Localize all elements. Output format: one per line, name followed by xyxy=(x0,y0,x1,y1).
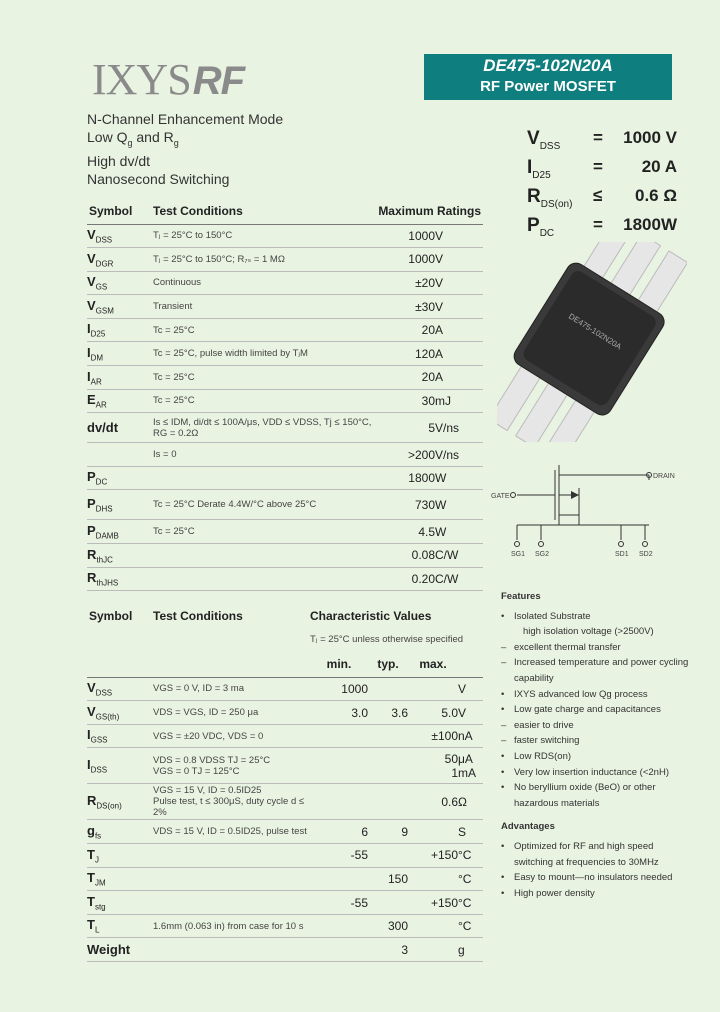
table-row xyxy=(87,224,483,248)
min-cell xyxy=(310,784,368,820)
part-number: DE475-102N20A xyxy=(483,56,613,75)
condition-cell xyxy=(153,938,310,962)
bullet-icon: • xyxy=(501,704,505,716)
bullet-icon: • xyxy=(501,840,505,852)
condition-cell: Tc = 25°C, pulse width limited by TⱼM xyxy=(153,342,375,366)
unit-cell: A xyxy=(435,342,483,366)
value-cell: 730 xyxy=(375,490,435,520)
condition-cell-line: Pulse test, t ≤ 300μS, duty cycle d ≤ 2% xyxy=(153,796,305,819)
table-row xyxy=(87,248,483,272)
list-item-text: easier to drive xyxy=(514,719,574,731)
key-specs xyxy=(527,128,677,244)
list-item-text: High power density xyxy=(514,887,595,899)
condition-cell: Continuous xyxy=(153,271,375,295)
unit-cell: C/W xyxy=(435,567,483,591)
unit-cell: °C xyxy=(458,914,483,938)
condition-cell-line: VGS = 15 V, ID = 0.5ID25 xyxy=(153,785,262,797)
list-item xyxy=(501,749,691,765)
symbol-cell: $T_{stg}$ xyxy=(87,891,153,915)
gate-label: GATE xyxy=(491,493,510,500)
column-header-row xyxy=(87,651,483,677)
condition-cell xyxy=(153,544,375,568)
condition-cell xyxy=(153,867,310,891)
list-item xyxy=(501,733,691,749)
bullet-icon: • xyxy=(501,610,505,622)
table-row xyxy=(87,748,483,784)
features-title: Features xyxy=(501,591,541,602)
unit-cell: mJ xyxy=(435,389,483,413)
table-header xyxy=(87,604,483,628)
value-cell: 0.08 xyxy=(375,544,435,568)
table-row xyxy=(87,389,483,413)
min-cell xyxy=(310,938,368,962)
symbol-cell: $P_{DC}$ xyxy=(87,466,153,490)
col-ratings: Maximum Ratings xyxy=(375,198,483,224)
value-cell: 20 xyxy=(375,318,435,342)
symbol-cell: $I_{GSS}$ xyxy=(87,724,153,748)
unit-cell xyxy=(458,748,483,784)
condition-cell: Tc = 25°C xyxy=(153,389,375,413)
list-item xyxy=(501,640,691,656)
condition-cell: Tⱼ = 25°C to 150°C xyxy=(153,224,375,248)
typ-cell xyxy=(368,784,408,820)
list-item xyxy=(501,886,691,902)
condition-cell: Transient xyxy=(153,295,375,319)
table-row xyxy=(87,784,483,820)
condition-cell: Is = 0 xyxy=(153,443,375,467)
unit-cell: W xyxy=(435,520,483,544)
condition-cell: Tc = 25°C xyxy=(153,318,375,342)
table-row xyxy=(87,366,483,390)
list-item-text: Low RDS(on) xyxy=(514,750,572,762)
table-row xyxy=(87,271,483,295)
condition-cell: VDS = VGS, ID = 250 μa xyxy=(153,701,310,725)
symbol-cell: $V_{DGR}$ xyxy=(87,248,153,272)
table-row xyxy=(87,295,483,319)
symbol-cell: dv/dt xyxy=(87,413,153,443)
symbol-cell: $P_{DAMB}$ xyxy=(87,520,153,544)
symbol-cell: $T_{JM}$ xyxy=(87,867,153,891)
table-row xyxy=(87,844,483,868)
max-cell xyxy=(408,677,458,701)
unit-cell: A xyxy=(435,318,483,342)
key-spec-row: $I_{D25}$ = 20 A xyxy=(527,157,677,181)
unit-cell: W xyxy=(435,490,483,520)
value-cell: 1000 xyxy=(375,224,435,248)
list-item xyxy=(501,624,691,640)
max-cell: +150 xyxy=(408,891,458,915)
table-row xyxy=(87,820,483,844)
unit-cell: V xyxy=(458,677,483,701)
temp-note: Tⱼ = 25°C unless otherwise specified xyxy=(310,633,464,645)
feature-line: Nanosecond Switching xyxy=(87,170,230,187)
symbol-cell: $T_L$ xyxy=(87,914,153,938)
typ-cell xyxy=(368,891,408,915)
condition-cell xyxy=(153,748,310,784)
bullet-icon: • xyxy=(501,887,505,899)
package-image xyxy=(497,242,687,447)
bullet-icon: – xyxy=(501,735,507,747)
list-item-text: IXYS advanced low Qg process xyxy=(514,688,648,700)
list-item xyxy=(501,718,691,734)
col-min: min. xyxy=(310,651,368,677)
condition-cell xyxy=(153,784,310,820)
symbol-cell: Weight xyxy=(87,938,153,962)
condition-cell xyxy=(153,567,375,591)
table-row xyxy=(87,938,483,962)
unit-cell: V/ns xyxy=(435,413,483,443)
typ-cell xyxy=(368,724,408,748)
intro-features xyxy=(87,110,283,188)
max-cell: 5.0 xyxy=(408,701,458,725)
unit-cell: Ω xyxy=(458,784,483,820)
value-cell: 20 xyxy=(375,366,435,390)
condition-cell: VGS = 0 V, ID = 3 ma xyxy=(153,677,310,701)
value-cell: ±30 xyxy=(375,295,435,319)
table-row xyxy=(87,867,483,891)
bullet-icon: • xyxy=(501,750,505,762)
condition-cell: VGS = ±20 VDC, VDS = 0 xyxy=(153,724,310,748)
max-cell: ±100 xyxy=(408,724,458,748)
min-cell: 3.0 xyxy=(310,701,368,725)
bullet-icon: • xyxy=(501,688,505,700)
table-row xyxy=(87,891,483,915)
table-row xyxy=(87,490,483,520)
table-row xyxy=(87,914,483,938)
sd2-label: SD2 xyxy=(639,551,653,558)
unit-cell: A xyxy=(435,366,483,390)
unit-cell: V/ns xyxy=(435,443,483,467)
symbol-cell: $V_{GS}$ xyxy=(87,271,153,295)
title-box xyxy=(424,54,672,100)
col-symbol: Symbol xyxy=(87,198,153,224)
col-typ: typ. xyxy=(368,651,408,677)
min-cell xyxy=(310,724,368,748)
table-row xyxy=(87,724,483,748)
value-cell: 4.5 xyxy=(375,520,435,544)
symbol-cell: $P_{DHS}$ xyxy=(87,490,153,520)
sg1-label: SG1 xyxy=(511,551,526,558)
list-item-text: Easy to mount—no insulators needed xyxy=(514,872,673,884)
unit-cell: nA xyxy=(458,724,483,748)
symbol-cell: $I_{DM}$ xyxy=(87,342,153,366)
symbol-cell xyxy=(87,443,153,467)
symbol-cell: $R_{thJC}$ xyxy=(87,544,153,568)
list-item xyxy=(501,870,691,886)
unit-cell: S xyxy=(458,820,483,844)
table-row xyxy=(87,443,483,467)
condition-cell: Tc = 25°C xyxy=(153,366,375,390)
max-cell xyxy=(408,867,458,891)
condition-cell xyxy=(153,891,310,915)
key-spec-row: $P_{DC}$ = 1800W xyxy=(527,215,677,239)
max-cell: 0.6 xyxy=(408,784,458,820)
logo-text: IXYS xyxy=(92,55,191,104)
table-row xyxy=(87,544,483,568)
unit-cell-line: μA xyxy=(458,751,473,766)
table-row xyxy=(87,701,483,725)
typ-cell: 9 xyxy=(368,820,408,844)
features-panel xyxy=(501,589,691,901)
advantages-title: Advantages xyxy=(501,821,555,833)
value-cell: >200 xyxy=(375,443,435,467)
unit-cell-line: mA xyxy=(458,765,476,780)
list-item xyxy=(501,702,691,718)
typ-cell: 3.6 xyxy=(368,701,408,725)
col-values: Characteristic Values xyxy=(310,608,432,623)
symbol-cell: $V_{GSM}$ xyxy=(87,295,153,319)
unit-cell: V xyxy=(435,248,483,272)
col-conditions: Test Conditions xyxy=(153,608,243,623)
min-cell: -55 xyxy=(310,891,368,915)
mosfet-schematic xyxy=(489,460,689,575)
condition-cell: Tc = 25°C xyxy=(153,520,375,544)
list-item xyxy=(501,609,691,625)
symbol-cell: $V_{GS(th)}$ xyxy=(87,701,153,725)
company-logo xyxy=(92,54,244,105)
value-cell: 1800 xyxy=(375,466,435,490)
unit-cell: V xyxy=(435,271,483,295)
max-cell-line: 50 xyxy=(444,751,458,766)
condition-cell: Tⱼ = 25°C to 150°C; R₇ₛ = 1 MΩ xyxy=(153,248,375,272)
symbol-cell: $V_{DSS}$ xyxy=(87,224,153,248)
package-marking: DE475-102N20A xyxy=(566,311,624,352)
typ-cell xyxy=(368,748,408,784)
symbol-cell: $R_{DS(on)}$ xyxy=(87,784,153,820)
value-cell: 5 xyxy=(375,413,435,443)
table-row xyxy=(87,520,483,544)
max-ratings-table xyxy=(87,198,483,591)
condition-cell xyxy=(153,844,310,868)
feature-line: Low $Q_g$ and $R_g$ xyxy=(87,129,179,148)
max-cell xyxy=(408,748,458,784)
sd1-label: SD1 xyxy=(615,551,629,558)
bullet-icon: • xyxy=(501,782,505,794)
device-type: RF Power MOSFET xyxy=(480,78,616,95)
condition-cell xyxy=(153,466,375,490)
max-cell xyxy=(408,938,458,962)
symbol-cell: $I_{D25}$ xyxy=(87,318,153,342)
feature-line: High dv/dt xyxy=(87,152,151,169)
list-item-text: high isolation voltage (>2500V) xyxy=(523,626,654,638)
max-cell xyxy=(408,820,458,844)
bullet-icon: • xyxy=(501,872,505,884)
characteristics-table xyxy=(87,604,483,962)
min-cell xyxy=(310,867,368,891)
list-item-text: Isolated Substrate xyxy=(514,610,591,622)
list-item xyxy=(501,655,691,686)
unit-cell: V xyxy=(458,701,483,725)
list-item xyxy=(501,687,691,703)
unit-cell: °C xyxy=(458,891,483,915)
typ-cell xyxy=(368,677,408,701)
unit-cell: W xyxy=(435,466,483,490)
list-item-text: Very low insertion inductance (<2nH) xyxy=(514,766,669,778)
table-header xyxy=(87,198,483,224)
bullet-icon: – xyxy=(501,719,507,731)
condition-cell: Is ≤ IDM, di/dt ≤ 100A/μs, VDD ≤ VDSS, Tj ≤ 150°C, RG = 0.2Ω xyxy=(153,413,375,443)
unit-cell: V xyxy=(435,295,483,319)
table-row xyxy=(87,413,483,443)
bullet-icon: – xyxy=(501,657,507,669)
condition-cell-line: VGS = 0 TJ = 125°C xyxy=(153,765,240,777)
table-row xyxy=(87,466,483,490)
symbol-cell: $I_{DSS}$ xyxy=(87,748,153,784)
list-item xyxy=(501,839,691,870)
min-cell xyxy=(310,748,368,784)
list-item-text: Increased temperature and power cycling capability xyxy=(514,657,689,684)
col-conditions: Test Conditions xyxy=(153,198,375,224)
symbol-cell: $T_J$ xyxy=(87,844,153,868)
table-row xyxy=(87,677,483,701)
value-cell: 120 xyxy=(375,342,435,366)
table-row xyxy=(87,318,483,342)
typ-cell xyxy=(368,844,408,868)
value-cell: 0.20 xyxy=(375,567,435,591)
condition-cell: 1.6mm (0.063 in) from case for 10 s xyxy=(153,914,310,938)
unit-cell: V xyxy=(435,224,483,248)
symbol-cell: $R_{thJHS}$ xyxy=(87,567,153,591)
col-max: max. xyxy=(408,651,458,677)
sg2-label: SG2 xyxy=(535,551,550,558)
typ-cell: 150 xyxy=(368,867,408,891)
value-cell: ±20 xyxy=(375,271,435,295)
list-item-text: Low gate charge and capacitances xyxy=(514,704,661,716)
list-item-text: No beryllium oxide (BeO) or other hazardous materials xyxy=(514,782,656,809)
typ-cell: 3 xyxy=(368,938,408,962)
max-cell xyxy=(408,914,458,938)
condition-cell-line: VDS = 0.8 VDSS TJ = 25°C xyxy=(153,754,271,766)
min-cell: 6 xyxy=(310,820,368,844)
table-row xyxy=(87,567,483,591)
value-cell: 30 xyxy=(375,389,435,413)
typ-cell: 300 xyxy=(368,914,408,938)
list-item-text: Optimized for RF and high speed switching at frequencies to 30MHz xyxy=(514,840,659,868)
list-item-text: excellent thermal transfer xyxy=(514,641,621,653)
bullet-icon: – xyxy=(501,641,507,653)
table-row xyxy=(87,342,483,366)
min-cell: 1000 xyxy=(310,677,368,701)
max-cell: +150 xyxy=(408,844,458,868)
unit-cell: °C xyxy=(458,844,483,868)
col-symbol: Symbol xyxy=(89,608,133,623)
value-cell: 1000 xyxy=(375,248,435,272)
list-item xyxy=(501,780,691,811)
table-subheader xyxy=(87,628,483,652)
list-item-text: faster switching xyxy=(514,735,580,747)
symbol-cell: $g_{fs}$ xyxy=(87,820,153,844)
unit-cell: C/W xyxy=(435,544,483,568)
unit-cell: g xyxy=(458,938,483,962)
unit-cell: °C xyxy=(458,867,483,891)
symbol-cell: $E_{AR}$ xyxy=(87,389,153,413)
symbol-cell: $I_{AR}$ xyxy=(87,366,153,390)
drain-label: DRAIN xyxy=(653,473,675,480)
bullet-icon: • xyxy=(501,766,505,778)
min-cell: -55 xyxy=(310,844,368,868)
min-cell xyxy=(310,914,368,938)
key-spec-row: $V_{DSS}$ = 1000 V xyxy=(527,128,677,152)
list-item xyxy=(501,765,691,781)
max-cell-line: 1 xyxy=(451,765,458,780)
condition-cell: VDS = 15 V, ID = 0.5ID25, pulse test xyxy=(153,820,310,844)
feature-line: N-Channel Enhancement Mode xyxy=(87,111,284,127)
key-spec-row: $R_{DS(on)}$ ≤ 0.6 Ω xyxy=(527,186,677,210)
logo-suffix: RF xyxy=(192,59,245,103)
condition-cell: Tc = 25°C Derate 4.4W/°C above 25°C xyxy=(153,490,375,520)
symbol-cell: $V_{DSS}$ xyxy=(87,677,153,701)
